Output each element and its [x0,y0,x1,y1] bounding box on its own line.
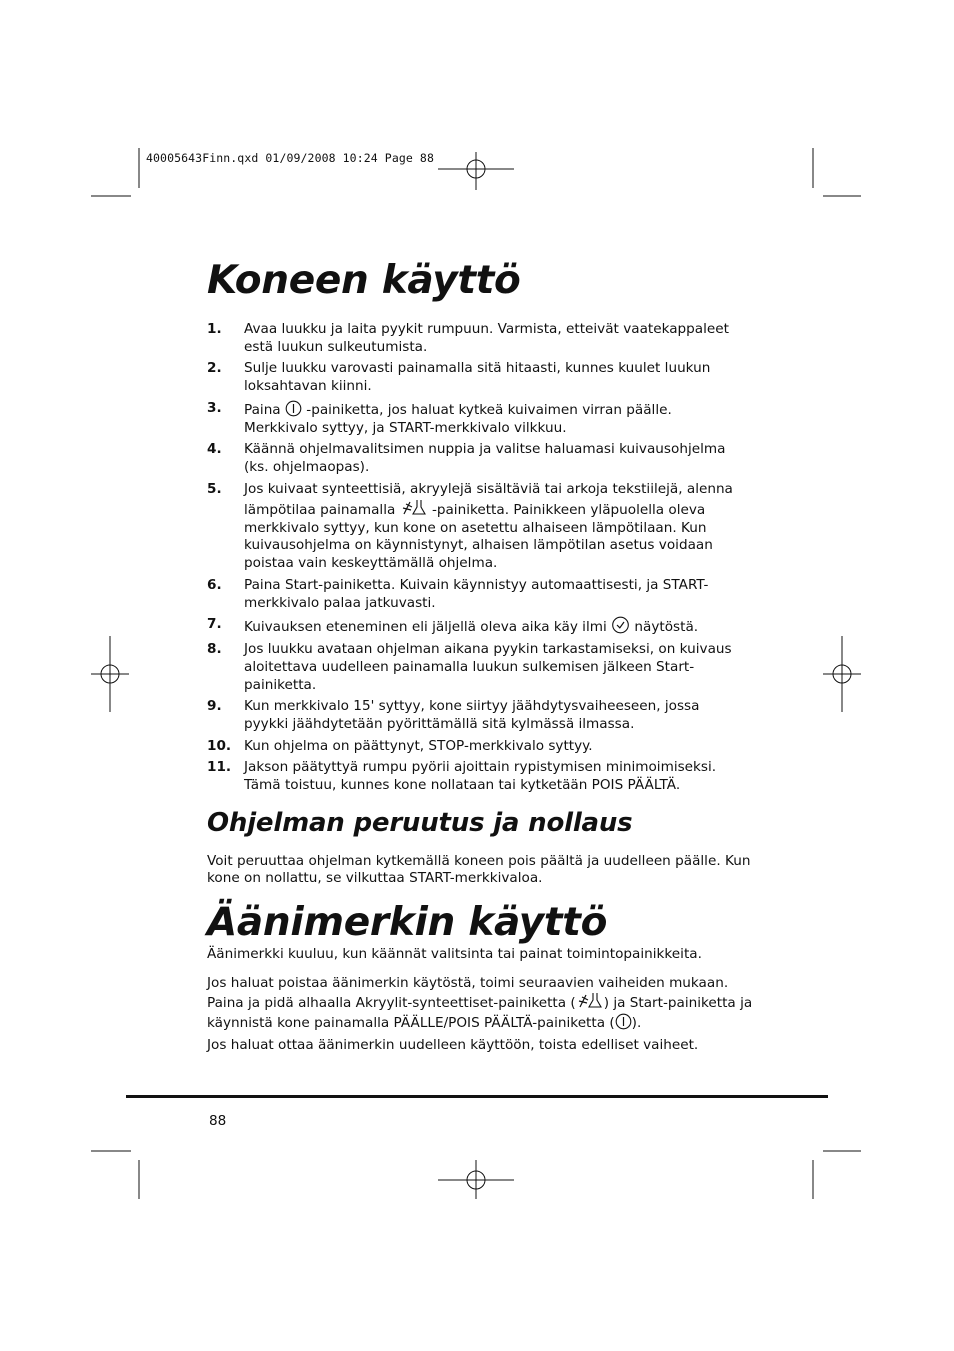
synthetics-icon [576,992,604,1010]
beep-paragraph-1: Äänimerkki kuuluu, kun käännät valitsinta tai painat toimintopainikkeita. [207,946,702,962]
registration-mark-bottom [438,1160,514,1199]
footer-rule [126,1095,828,1098]
registration-mark-right [823,636,861,712]
page-title: Koneen käyttö [207,258,521,303]
section-heading-beep: Äänimerkin käyttö [207,900,608,945]
list-item: 9. Kun merkkivalo 15' syttyy, kone siirtyy jäähdytysvaiheeseen, jossa pyykki jäähdytetään pyörittämällä sitä kylmässä ilmassa. [207,698,700,733]
section-heading-cancel: Ohjelman peruutus ja nollaus [207,808,633,838]
beep-paragraph-2: Jos haluat poistaa äänimerkin käytöstä, toimi seuraavien vaiheiden mukaan. Paina ja pidä alhaalla Akryylit-synteettiset-painiketta ( ) ja Start-painiketta ja käynnistä kone painamalla PÄÄLLE/POIS PÄÄLTÄ-painiketta ( ). [207,975,753,1031]
list-item: 8. Jos luukku avataan ohjelman aikana pyykin tarkastamiseksi, on kuivaus aloitettava uudelleen painamalla luukun sulkemisen jälkeen Start-painiketta. [207,640,732,693]
list-item: 7. Kuivauksen eteneminen eli jäljellä oleva aika käy ilmi näytöstä. [207,616,699,636]
file-slug: 40005643Finn.qxd 01/09/2008 10:24 Page 88 [146,151,434,165]
list-item: 4. Käännä ohjelmavalitsimen nuppia ja valitse haluamasi kuivausohjelma (ks. ohjelmaopas). [207,441,726,476]
list-item: 6. Paina Start-painiketta. Kuivain käynnistyy automaattisesti, ja START-merkkivalo palaa jatkuvasti. [207,576,709,611]
clock-icon [611,616,630,634]
instruction-list [207,321,747,799]
list-item: 11. Jakson päätyttyä rumpu pyörii ajoittain rypistymisen minimoimiseksi. Tämä toistuu, kunnes kone nollataan tai kytketään POIS PÄÄLTÄ. [207,759,717,794]
list-item: 1. Avaa luukku ja laita pyykit rumpuun. Varmista, etteivät vaatekappaleet estä luukun sulkeutumista. [207,321,729,355]
power-icon [615,1013,632,1030]
power-icon [285,400,302,417]
list-item: 2. Sulje luukku varovasti painamalla sitä hitaasti, kunnes kuulet luukun loksahtavan kiinni. [207,360,711,395]
beep-paragraph-3: Jos haluat ottaa äänimerkin uudelleen käyttöön, toista edelliset vaiheet. [207,1037,699,1053]
list-item: 10. Kun ohjelma on päättynyt, STOP-merkkivalo syttyy. [207,737,593,754]
synthetics-icon [400,499,428,517]
list-item: 3. Paina -painiketta, jos haluat kytkeä kuivaimen virran päälle. Merkkivalo syttyy, ja START-merkkivalo vilkkuu. [207,399,672,436]
list-item: 5. Jos kuivaat synteettisiä, akryylejä sisältäviä tai arkoja tekstiilejä, alenna lämpötilaa painamalla -painiketta. Painikkeen yläpuolella oleva merkkivalo syttyy, kun kone on asetettu alhaiseen lämpötilaan. Kun kuivausohjelma on käynnistynyt, alhaisen lämpötilan asetus voidaan poistaa vain keskeyttämällä ohjelma. [207,480,733,572]
registration-mark-left [91,636,129,712]
registration-mark-top [438,152,514,190]
page-number: 88 [209,1113,227,1129]
cancel-paragraph: Voit peruuttaa ohjelman kytkemällä koneen pois päältä ja uudelleen päälle. Kun kone on nollattu, se vilkuttaa START-merkkivaloa. [207,853,751,887]
